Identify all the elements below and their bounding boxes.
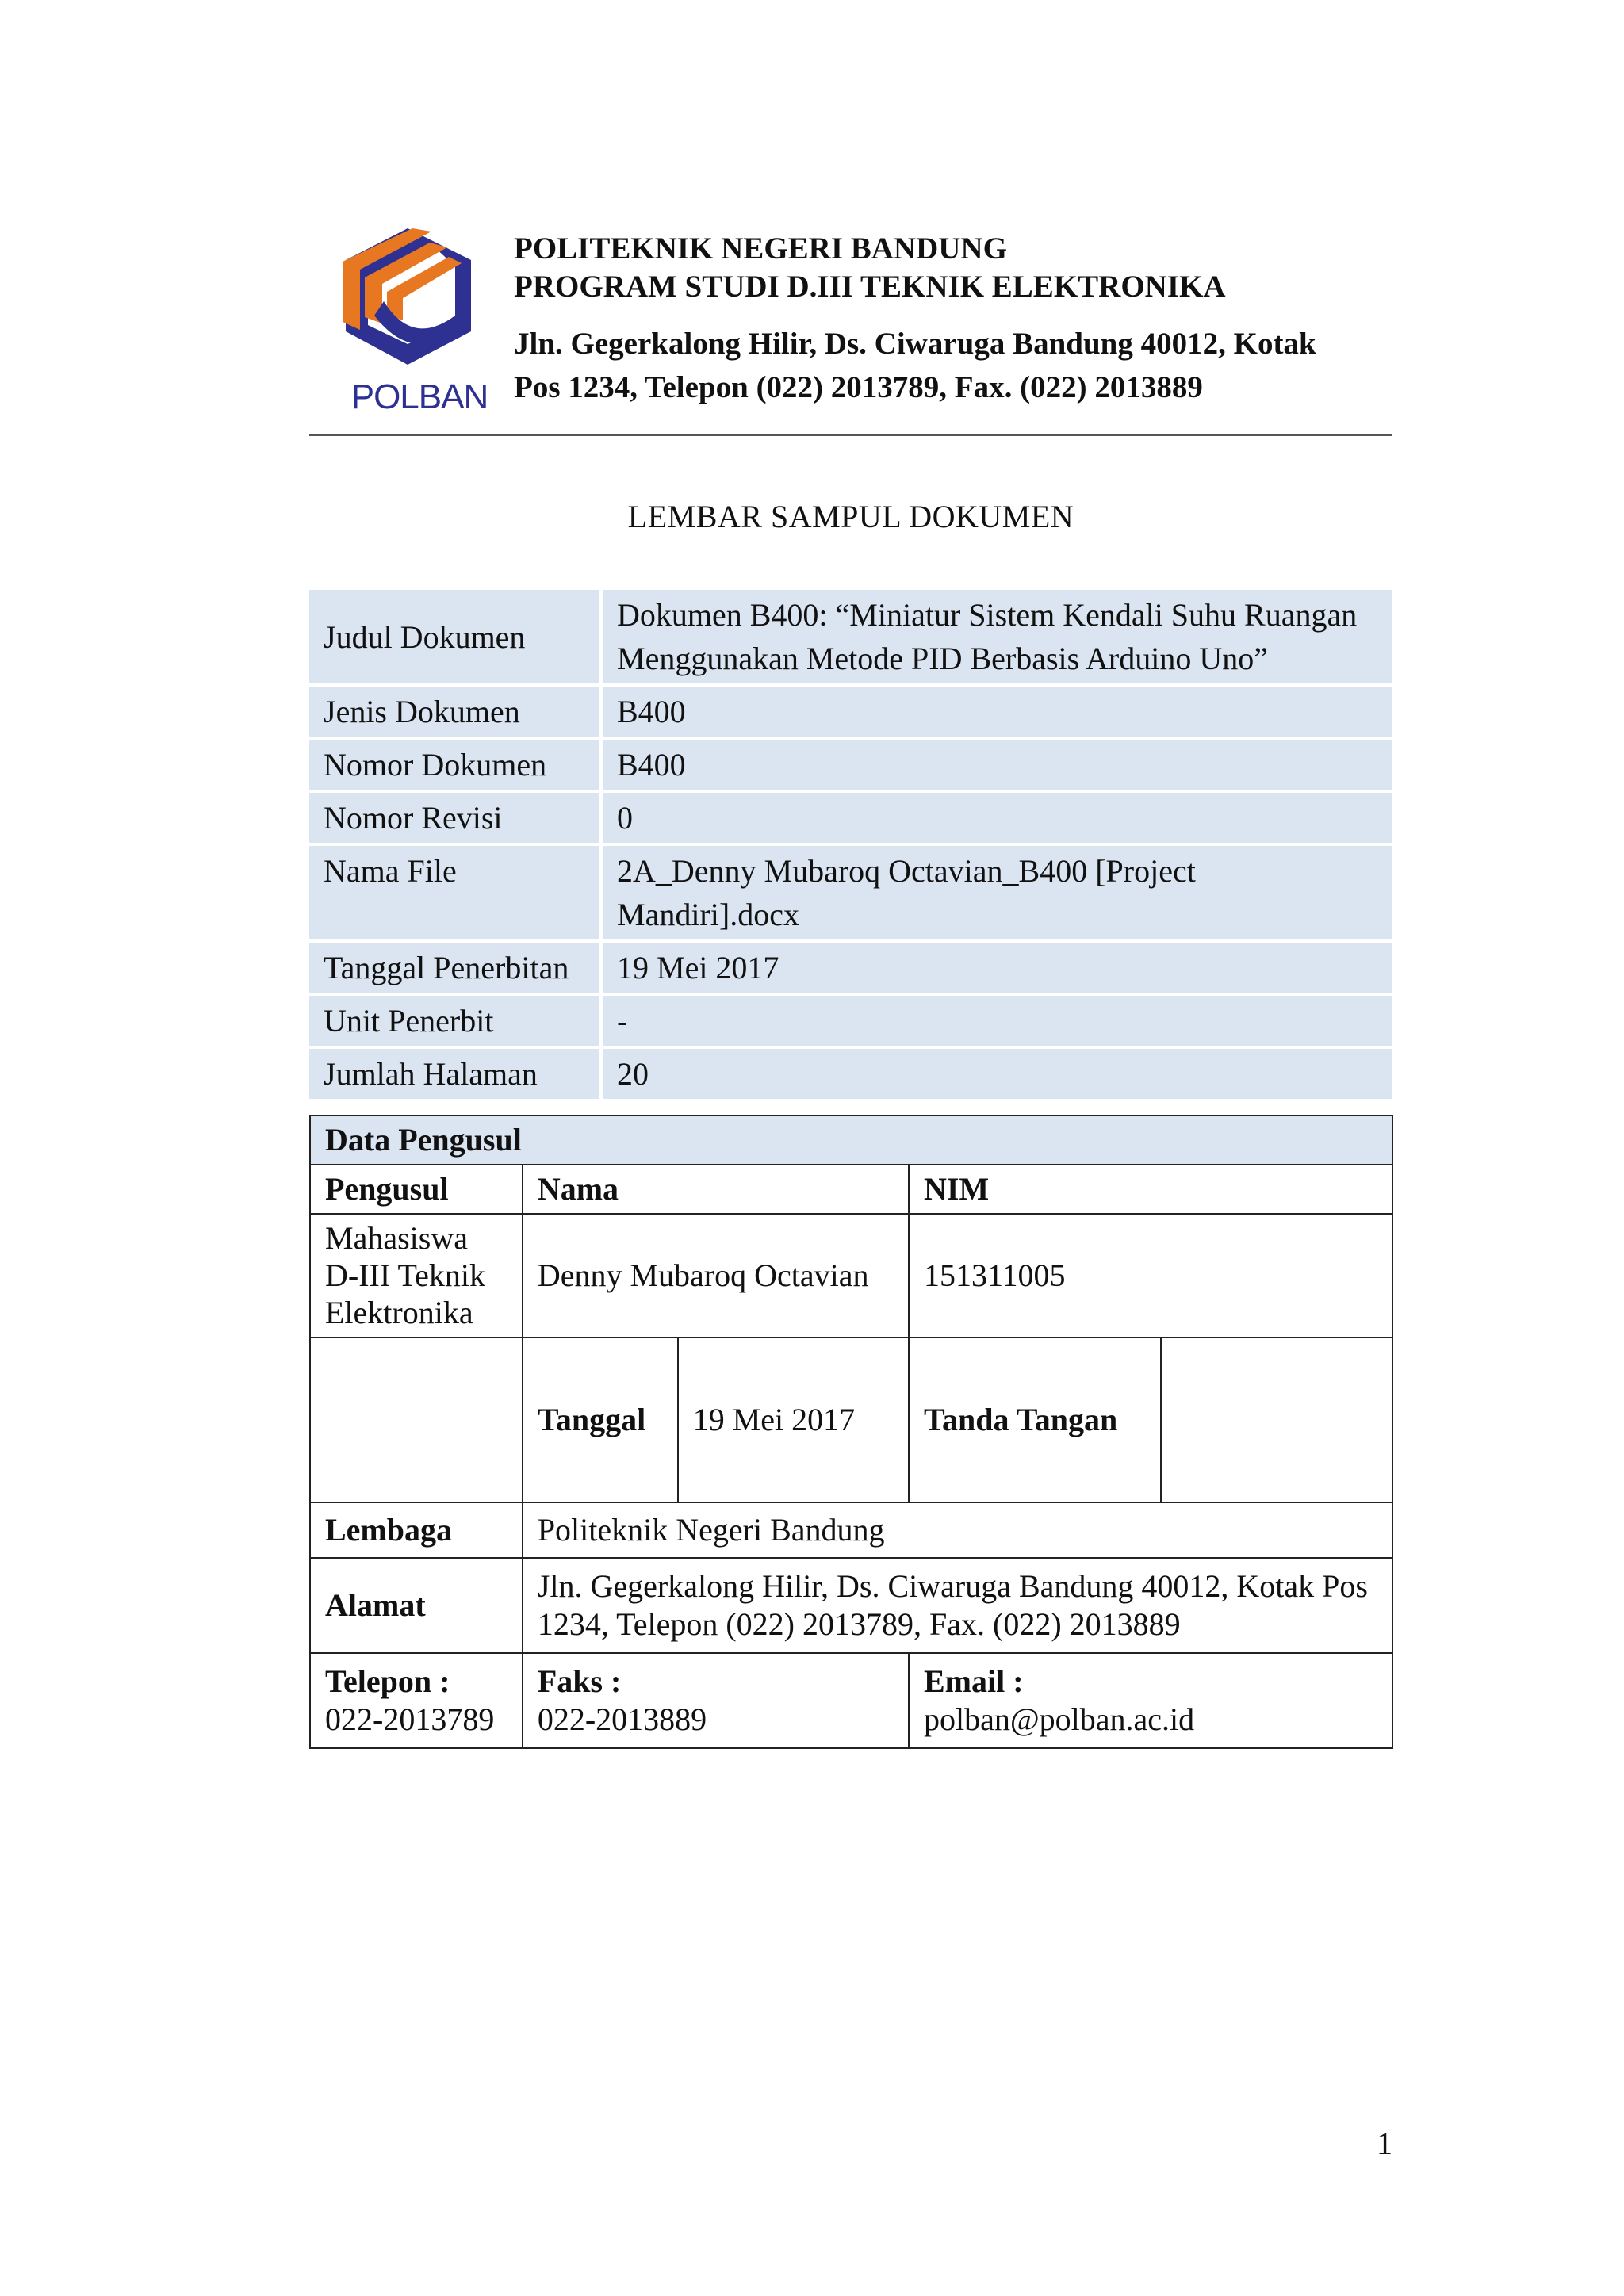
- meta-label: Jumlah Halaman: [309, 1049, 603, 1099]
- table-row: [309, 687, 1392, 737]
- table-row: [309, 996, 1392, 1046]
- column-header-nama: Nama: [523, 1165, 909, 1214]
- pengusul-value: Mahasiswa D-III Teknik Elektronika: [310, 1214, 523, 1337]
- institution-name: POLITEKNIK NEGERI BANDUNG: [514, 232, 1007, 266]
- program-name: PROGRAM STUDI D.III TEKNIK ELEKTRONIKA: [514, 270, 1226, 304]
- tanggal-value: 19 Mei 2017: [678, 1337, 909, 1502]
- meta-value: 2A_Denny Mubaroq Octavian_B400 [Project Mandiri].docx: [603, 846, 1392, 939]
- table-row: [310, 1337, 1392, 1502]
- logo-text: POLBAN: [350, 377, 488, 416]
- table-row: [309, 793, 1392, 843]
- meta-value: B400: [603, 740, 1392, 790]
- meta-value: -: [603, 996, 1392, 1046]
- alamat-value: Jln. Gegerkalong Hilir, Ds. Ciwaruga Bandung 40012, Kotak Pos 1234, Telepon (022) 2013789, Fax. (022) 2013889: [523, 1558, 1392, 1653]
- meta-label: Tanggal Penerbitan: [309, 943, 603, 993]
- polban-logo: [336, 228, 488, 423]
- header-text: [514, 230, 1394, 409]
- column-header-nim: NIM: [909, 1165, 1392, 1214]
- table-row: [309, 590, 1392, 683]
- email-value: polban@polban.ac.id: [923, 1701, 1195, 1737]
- meta-value: B400: [603, 687, 1392, 737]
- telepon-value: 022-2013789: [325, 1701, 495, 1737]
- document-metadata-table: [309, 587, 1392, 1102]
- table-row: [309, 846, 1392, 939]
- email-label: Email :: [923, 1663, 1024, 1699]
- table-row: [310, 1115, 1392, 1165]
- header-divider: [309, 434, 1392, 436]
- meta-label: Judul Dokumen: [309, 590, 603, 683]
- table-row: [309, 1049, 1392, 1099]
- faks-label: Faks :: [537, 1663, 622, 1699]
- header-address: [514, 322, 1394, 409]
- table-row: [310, 1653, 1392, 1748]
- meta-value: 19 Mei 2017: [603, 943, 1392, 993]
- document-header: [309, 220, 1392, 434]
- polban-logo-icon: [336, 228, 479, 379]
- alamat-label: Alamat: [310, 1558, 523, 1653]
- telepon-cell: [310, 1653, 523, 1748]
- signature-label: Tanda Tangan: [909, 1337, 1161, 1502]
- empty-cell: [310, 1337, 523, 1502]
- page-number: 1: [1377, 2126, 1392, 2161]
- proposer-data-table: [309, 1115, 1393, 1749]
- meta-label: Unit Penerbit: [309, 996, 603, 1046]
- telepon-label: Telepon :: [325, 1663, 450, 1699]
- nama-value: Denny Mubaroq Octavian: [523, 1214, 909, 1337]
- meta-value: 20: [603, 1049, 1392, 1099]
- table-row: [310, 1502, 1392, 1558]
- meta-label: Nomor Dokumen: [309, 740, 603, 790]
- address-line-1: Jln. Gegerkalong Hilir, Ds. Ciwaruga Bandung 40012, Kotak: [514, 327, 1316, 361]
- meta-value: Dokumen B400: “Miniatur Sistem Kendali Suhu Ruangan Menggunakan Metode PID Berbasis Arduino Uno”: [603, 590, 1392, 683]
- tanggal-label: Tanggal: [523, 1337, 678, 1502]
- meta-label: Jenis Dokumen: [309, 687, 603, 737]
- address-line-2: Pos 1234, Telepon (022) 2013789, Fax. (022) 2013889: [514, 370, 1203, 404]
- meta-value: 0: [603, 793, 1392, 843]
- email-cell: [909, 1653, 1392, 1748]
- faks-value: 022-2013889: [537, 1701, 707, 1737]
- meta-label: Nama File: [309, 846, 603, 939]
- lembaga-value: Politeknik Negeri Bandung: [523, 1502, 1392, 1558]
- table-row: [310, 1558, 1392, 1653]
- table-row: [309, 740, 1392, 790]
- signature-box: [1161, 1337, 1392, 1502]
- lembaga-label: Lembaga: [310, 1502, 523, 1558]
- table-row: [309, 943, 1392, 993]
- faks-cell: [523, 1653, 909, 1748]
- table-row: [310, 1214, 1392, 1337]
- meta-label: Nomor Revisi: [309, 793, 603, 843]
- document-title: LEMBAR SAMPUL DOKUMEN: [627, 499, 1074, 534]
- table-row: [310, 1165, 1392, 1214]
- nim-value: 151311005: [909, 1214, 1392, 1337]
- proposer-section-title: Data Pengusul: [310, 1115, 1392, 1165]
- column-header-pengusul: Pengusul: [310, 1165, 523, 1214]
